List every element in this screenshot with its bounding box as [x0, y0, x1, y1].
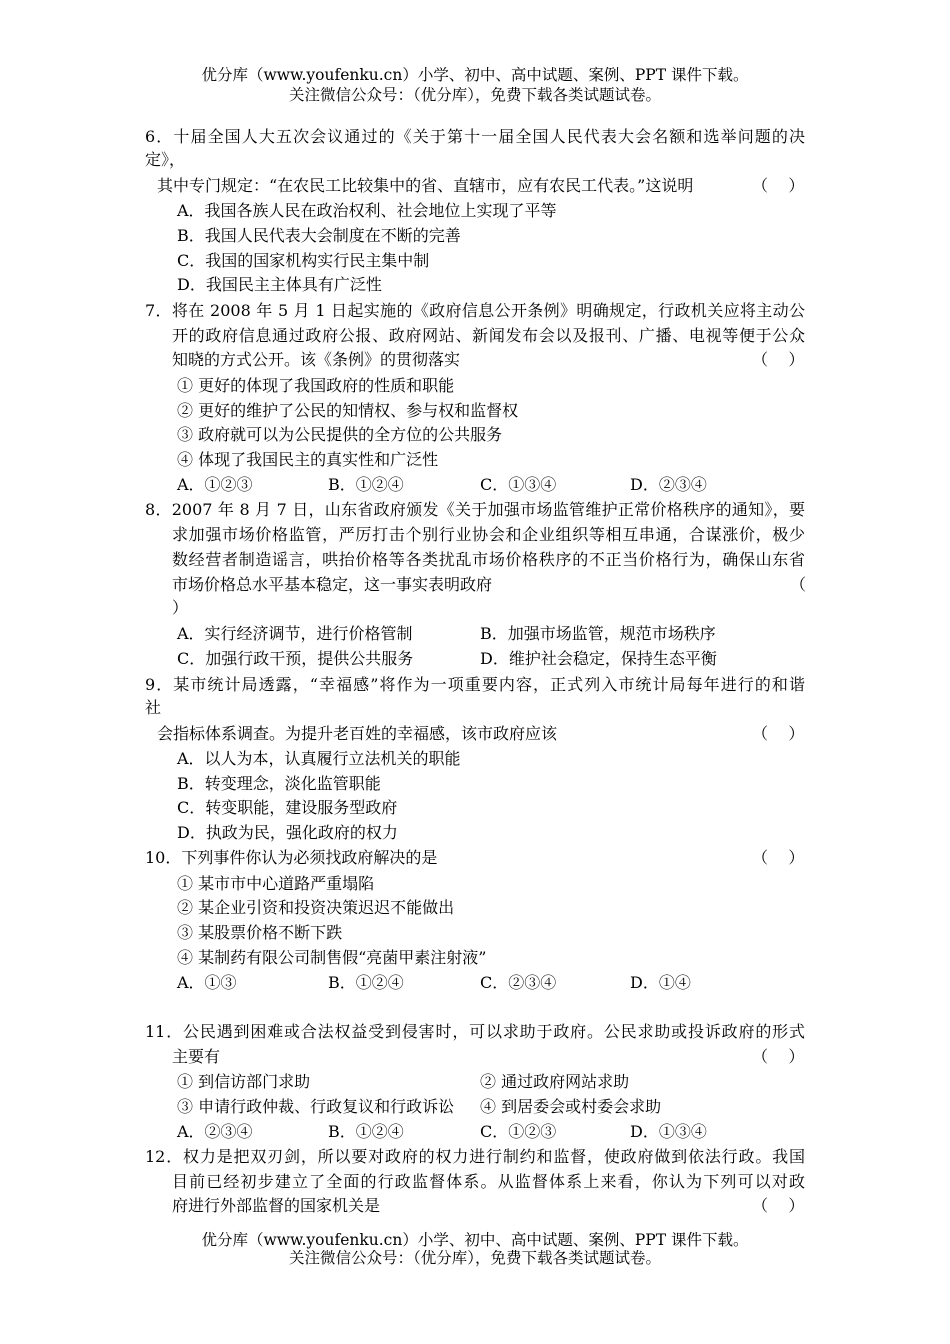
q9-stem-line-3: 会指标体系调查。为提升老百姓的幸福感，该市政府应该 [157, 724, 558, 743]
q7-option-c: C．①③④ [480, 475, 557, 494]
q11-option-b: B．①②④ [328, 1122, 404, 1141]
q10-statement-3: ③ 某股票价格不断下跌 [177, 923, 343, 942]
q10-option-a: A．①③ [177, 973, 237, 992]
q7-statement-4: ④ 体现了我国民主的真实性和广泛性 [177, 450, 439, 469]
q12-stem-line-3: 府进行外部监督的国家机关是 [172, 1196, 381, 1215]
q8-stem-line-4: 市场价格总水平基本稳定，这一事实表明政府 [172, 575, 493, 594]
q6-option-d: D．我国民主主体具有广泛性 [177, 275, 382, 294]
q12-stem-line-2: 目前已经初步建立了全面的行政监督体系。从监督体系上来看，你认为下列可以对政 [172, 1172, 805, 1191]
q9-option-d: D．执政为民，强化政府的权力 [177, 823, 398, 842]
q8-option-d: D．维护社会稳定，保持生态平衡 [480, 649, 717, 668]
q7-stem-line-2: 开的政府信息通过政府公报、政府网站、新闻发布会以及报刊、广播、电视等便于公众 [172, 326, 805, 345]
q11-answer-blank: （ ） [752, 1047, 805, 1066]
q8-stem-line-3: 数经营者制造谣言，哄抬价格等各类扰乱市场价格秩序的不正当价格行为，确保山东省 [172, 550, 805, 569]
q7-statement-2: ② 更好的维护了公民的知情权、参与权和监督权 [177, 401, 519, 420]
q11-option-a: A．②③④ [177, 1122, 253, 1141]
q11-statement-4: ④ 到居委会或村委会求助 [480, 1097, 662, 1116]
q7-statement-1: ① 更好的体现了我国政府的性质和职能 [177, 376, 455, 395]
header-line-2: 关注微信公众号：（优分库），免费下载各类试题试卷。 [288, 86, 661, 104]
q7-option-b: B．①②④ [328, 475, 404, 494]
q6-stem-line-3: 其中专门规定：“在农民工比较集中的省、直辖市，应有农民工代表。”这说明 [157, 176, 694, 195]
q7-option-d: D．②③④ [630, 475, 707, 494]
footer-line-1: 优分库（www.youfenku.cn）小学、初中、高中试题、案例、PPT 课件下载。 [201, 1231, 749, 1249]
q11-stem-line-2: 主要有 [172, 1047, 221, 1066]
q7-stem-line-1: 7．将在 2008 年 5 月 1 日起实施的《政府信息公开条例》明确规定，行政机关应将主动公 [145, 301, 805, 320]
q7-answer-blank: （ ） [752, 350, 805, 369]
q8-option-b: B．加强市场监管，规范市场秩序 [480, 624, 716, 643]
q10-stem-line-1: 10．下列事件你认为必须找政府解决的是 [145, 848, 438, 867]
q11-statement-2: ② 通过政府网站求助 [480, 1072, 630, 1091]
q10-option-c: C．②③④ [480, 973, 557, 992]
q8-answer-blank-close: ） [172, 598, 189, 617]
q6-stem-line-1: 6．十届全国人大五次会议通过的《关于第十一届全国人民代表大会名额和选举问题的决 [145, 127, 805, 146]
q12-stem-line-1: 12．权力是把双刃剑，所以要对政府的权力进行制约和监督，使政府做到依法行政。我国 [145, 1147, 805, 1166]
q6-answer-blank: （ ） [752, 176, 805, 195]
q9-option-b: B．转变理念，淡化监管职能 [177, 774, 381, 793]
q7-option-a: A．①②③ [177, 475, 253, 494]
q6-option-a: A．我国各族人民在政治权利、社会地位上实现了平等 [177, 201, 557, 220]
q11-option-d: D．①③④ [630, 1122, 707, 1141]
q12-answer-blank: （ ） [752, 1196, 805, 1215]
q10-answer-blank: （ ） [752, 848, 805, 867]
q10-statement-2: ② 某企业引资和投资决策迟迟不能做出 [177, 898, 455, 917]
q8-stem-line-2: 求加强市场价格监管，严厉打击个别行业协会和企业组织等相互串通，合谋涨价，极少 [172, 525, 805, 544]
q9-option-a: A．以人为本，认真履行立法机关的职能 [177, 749, 461, 768]
q6-option-b: B．我国人民代表大会制度在不断的完善 [177, 226, 461, 245]
q11-option-c: C．①②③ [480, 1122, 557, 1141]
q10-option-d: D．①④ [630, 973, 691, 992]
q6-stem-line-2: 定》， [145, 150, 186, 169]
q8-option-c: C．加强行政干预，提供公共服务 [177, 649, 414, 668]
q10-statement-4: ④ 某制药有限公司制售假“亮菌甲素注射液” [177, 948, 487, 967]
footer-line-2: 关注微信公众号：（优分库），免费下载各类试题试卷。 [288, 1249, 661, 1267]
q9-option-c: C．转变职能，建设服务型政府 [177, 798, 398, 817]
header-line-1: 优分库（www.youfenku.cn）小学、初中、高中试题、案例、PPT 课件下载。 [201, 66, 749, 84]
q9-answer-blank: （ ） [752, 724, 805, 743]
q9-stem-line-1: 9．某市统计局透露，“幸福感”将作为一项重要内容，正式列入市统计局每年进行的和谐 [145, 675, 805, 694]
q10-option-b: B．①②④ [328, 973, 404, 992]
q7-statement-3: ③ 政府就可以为公民提供的全方位的公共服务 [177, 425, 503, 444]
q8-stem-line-1: 8．2007 年 8 月 7 日，山东省政府颁发《关于加强市场监管维护正常价格秩序的通知》，要 [145, 500, 805, 519]
q11-stem-line-1: 11．公民遇到困难或合法权益受到侵害时，可以求助于政府。公民求助或投诉政府的形式 [145, 1022, 805, 1041]
q9-stem-line-2: 社 [145, 698, 162, 717]
q7-stem-line-3: 知晓的方式公开。该《条例》的贯彻落实 [172, 350, 461, 369]
q8-option-a: A．实行经济调节，进行价格管制 [177, 624, 413, 643]
q8-answer-blank-open: （ [790, 575, 807, 594]
q6-option-c: C．我国的国家机构实行民主集中制 [177, 251, 430, 270]
q11-statement-3: ③ 申请行政仲裁、行政复议和行政诉讼 [177, 1097, 455, 1116]
q10-statement-1: ① 某市市中心道路严重塌陷 [177, 874, 375, 893]
q11-statement-1: ① 到信访部门求助 [177, 1072, 311, 1091]
